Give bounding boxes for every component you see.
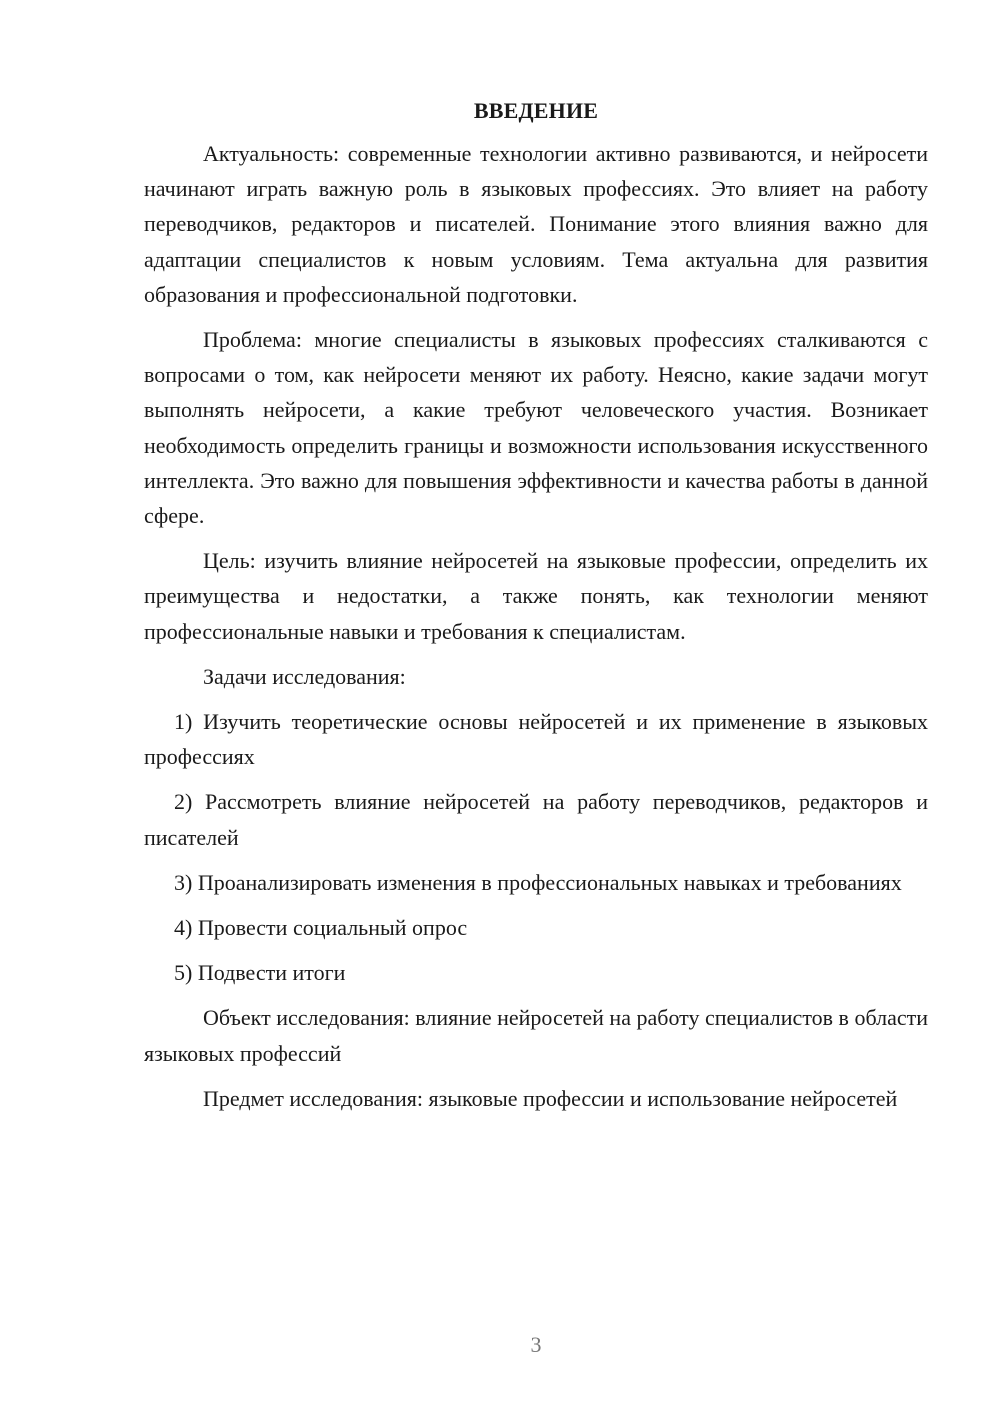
page-number: 3: [530, 1332, 542, 1357]
section-title: ВВЕДЕНИЕ: [473, 98, 599, 123]
paragraph-goal: Цель: изучить влияние нейросетей на языковые профессии, определить их преимущества и недостатки, а также понять, как технологии меняют профессиональные навыки и требования к специалистам.: [144, 548, 928, 644]
paragraph-problem: Проблема: многие специалисты в языковых профессиях сталкиваются с вопросами о том, как нейросети меняют их работу. Неясно, какие задачи могут выполнять нейросети, а какие требуют человеческого участия. Возникает необходимость определить границы и возможности использования искусственного интеллекта. Это важно для повышения эффективности и качества работы в данной сфере.: [144, 327, 928, 529]
task-item: 5) Подвести итоги: [174, 960, 346, 986]
tasks-heading: Задачи исследования:: [203, 663, 406, 689]
task-item: 1) Изучить теоретические основы нейросетей и их применение в языковых профессиях: [144, 709, 928, 770]
document-body: [144, 96, 928, 1126]
task-item: 3) Проанализировать изменения в профессиональных навыках и требованиях: [174, 869, 902, 895]
paragraph-relevance: Актуальность: современные технологии активно развиваются, и нейросети начинают играть важную роль в языковых профессиях. Это влияет на работу переводчиков, редакторов и писателей. Понимание этого влияния важно для адаптации специалистов к новым условиям. Тема актуальна для развития образования и профессиональной подготовки.: [144, 141, 928, 307]
task-item: 2) Рассмотреть влияние нейросетей на работу переводчиков, редакторов и писателей: [144, 789, 928, 850]
paragraph-object: Объект исследования: влияние нейросетей на работу специалистов в области языковых профессий: [144, 1005, 928, 1066]
task-item: 4) Провести социальный опрос: [174, 915, 468, 941]
paragraph-subject: Предмет исследования: языковые профессии и использование нейросетей: [203, 1085, 898, 1111]
